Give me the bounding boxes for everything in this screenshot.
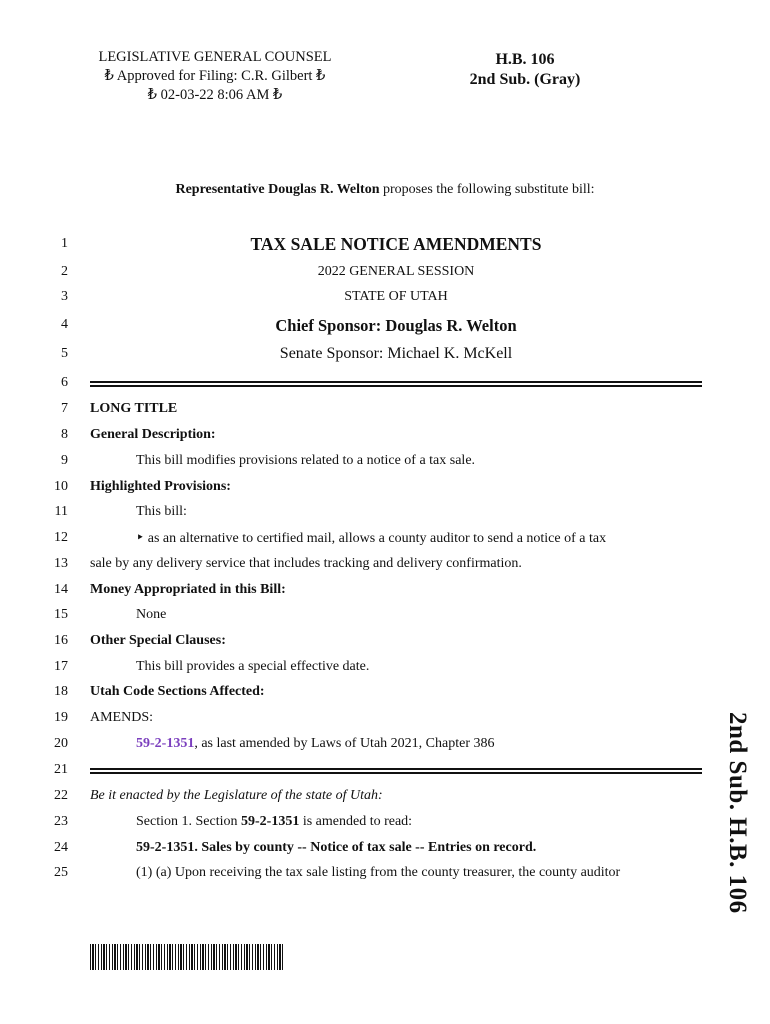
session-label: 2022 GENERAL SESSION <box>317 264 475 279</box>
double-rule-divider <box>90 768 702 774</box>
money-appropriated-heading: Money Appropriated in this Bill: <box>90 582 286 597</box>
line-number: 25 <box>54 865 68 880</box>
approval-datetime: ₺ 02-03-22 8:06 AM ₺ <box>147 87 283 103</box>
state-label: STATE OF UTAH <box>344 289 448 304</box>
code-sections-heading: Utah Code Sections Affected: <box>90 684 265 699</box>
line-number: 22 <box>54 788 68 803</box>
line-number: 17 <box>54 659 68 674</box>
chief-sponsor: Chief Sponsor: Douglas R. Welton <box>275 316 517 335</box>
section-amendment-prefix: Section 1. Section <box>136 814 241 829</box>
line-number: 19 <box>54 710 68 725</box>
section-number: 59-2-1351 <box>241 814 300 829</box>
line-number: 4 <box>61 317 68 332</box>
section-amendment-line <box>90 814 748 830</box>
senate-sponsor: Senate Sponsor: Michael K. McKell <box>279 345 513 362</box>
line-number: 24 <box>54 840 68 855</box>
section-heading: 59-2-1351. Sales by county -- Notice of tax sale -- Entries on record. <box>136 840 537 855</box>
provision-continuation: sale by any delivery service that includes tracking and delivery confirmation. <box>90 556 522 571</box>
line-number: 6 <box>61 375 68 390</box>
proposer-rest: proposes the following substitute bill: <box>379 182 595 197</box>
line-number: 10 <box>54 479 68 494</box>
proposer-name: Representative Douglas R. Welton <box>175 182 380 197</box>
general-description-heading: General Description: <box>90 427 216 442</box>
bill-number: H.B. 106 <box>495 51 555 68</box>
substitute-label: 2nd Sub. (Gray) <box>469 71 581 88</box>
barcode-image <box>90 944 285 970</box>
line-number: 16 <box>54 633 68 648</box>
line-number: 2 <box>61 264 68 279</box>
side-bill-label: 2nd Sub. H.B. 106 <box>724 712 751 914</box>
line-number: 18 <box>54 684 68 699</box>
special-clauses-heading: Other Special Clauses: <box>90 633 226 648</box>
line-number: 15 <box>54 607 68 622</box>
proposer-line <box>0 182 770 198</box>
amended-section-line <box>90 736 748 752</box>
line-number: 7 <box>61 401 68 416</box>
section-amendment-suffix: is amended to read: <box>299 814 413 829</box>
line-number: 12 <box>54 530 68 545</box>
code-section-link[interactable]: 59-2-1351 <box>136 736 195 751</box>
line-number: 23 <box>54 814 68 829</box>
line-number: 5 <box>61 346 68 361</box>
long-title-heading: LONG TITLE <box>90 401 178 416</box>
general-description-text: This bill modifies provisions related to a notice of a tax sale. <box>136 453 476 468</box>
line-number: 20 <box>54 736 68 751</box>
line-number: 3 <box>61 289 68 304</box>
line-number: 1 <box>61 236 68 251</box>
line-number: 9 <box>61 453 68 468</box>
line-number: 8 <box>61 427 68 442</box>
counsel-stamp <box>90 48 340 105</box>
highlighted-provisions-heading: Highlighted Provisions: <box>90 479 231 494</box>
provisions-intro: This bill: <box>136 504 187 519</box>
double-rule-divider <box>90 381 702 387</box>
line-number: 14 <box>54 582 68 597</box>
provision-bullet: ‣ as an alternative to certified mail, allows a county auditor to send a notice of a tax <box>136 531 607 546</box>
bill-id-block <box>455 50 595 90</box>
bill-title: TAX SALE NOTICE AMENDMENTS <box>250 234 542 254</box>
line-number: 11 <box>54 504 68 519</box>
enacting-clause: Be it enacted by the Legislature of the state of Utah: <box>90 788 383 803</box>
amended-section-text: , as last amended by Laws of Utah 2021, Chapter 386 <box>194 736 495 751</box>
money-appropriated-value: None <box>136 607 167 622</box>
counsel-office: LEGISLATIVE GENERAL COUNSEL <box>98 49 332 65</box>
line-number: 13 <box>54 556 68 571</box>
statute-text-line: (1) (a) Upon receiving the tax sale listing from the county treasurer, the county auditor <box>136 865 621 880</box>
special-clauses-text: This bill provides a special effective date. <box>136 659 370 674</box>
amends-label: AMENDS: <box>90 710 154 725</box>
approval-line: ₺ Approved for Filing: C.R. Gilbert ₺ <box>104 68 326 84</box>
line-number: 21 <box>54 762 68 777</box>
